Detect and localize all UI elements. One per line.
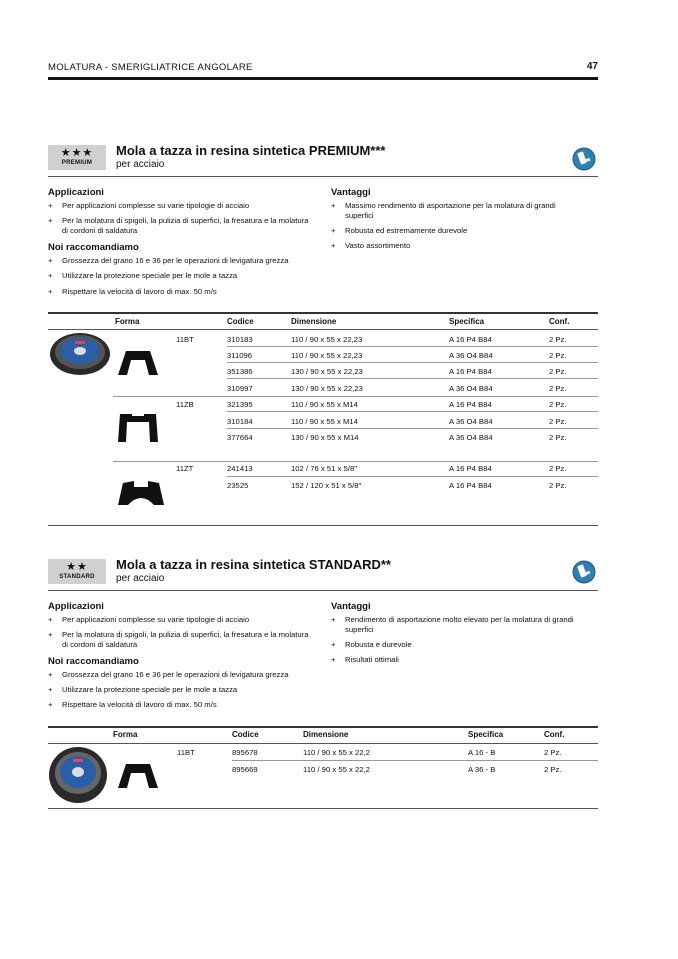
header-rule	[48, 77, 598, 80]
dimensione-cell: 110 / 90 x 55 x 22,2	[303, 765, 370, 774]
table-top-rule	[48, 312, 598, 314]
codice-cell: 310997	[227, 384, 253, 393]
specifica-cell: A 16 - B	[468, 748, 496, 757]
page-number: 47	[586, 61, 598, 72]
advantages-heading: Vantaggi	[331, 601, 371, 612]
application-item-cont: di cordoni di saldatura	[62, 640, 138, 649]
group-divider	[113, 461, 598, 462]
stars-icon: ★★★	[60, 147, 94, 159]
row-divider	[227, 428, 598, 429]
specifica-cell: A 16 P4 B84	[449, 367, 492, 376]
col-forma: Forma	[115, 317, 140, 326]
application-item: + Per applicazioni complesse su varie tipologie di acciaio	[48, 201, 250, 210]
standard-badge	[48, 559, 106, 584]
col-specifica: Specifica	[468, 730, 504, 739]
application-item-cont: di cordoni di saldatura	[62, 226, 138, 235]
codice-cell: 310183	[227, 335, 253, 344]
recommend-heading: Noi raccomandiamo	[48, 242, 139, 253]
premium-badge	[48, 145, 106, 170]
row-divider	[227, 411, 598, 412]
application-item: + Per la molatura di spigoli, la pulizia di superfici, la fresatura e la molatura	[48, 216, 309, 225]
dimensione-cell: 110 / 90 x 55 x 22,23	[291, 351, 363, 360]
recommend-heading: Noi raccomandiamo	[48, 656, 139, 667]
conf-cell: 2 Pz.	[549, 481, 567, 490]
advantage-item: + Vasto assortimento	[331, 241, 411, 250]
shape-label: 11BT	[176, 335, 194, 344]
codice-cell: 895669	[232, 765, 258, 774]
codice-cell: 23525	[227, 481, 249, 490]
conf-cell: 2 Pz.	[544, 748, 562, 757]
row-divider	[227, 346, 598, 347]
product-title: Mola a tazza in resina sintetica PREMIUM***	[116, 143, 386, 158]
table-top-rule	[48, 726, 598, 728]
badge-label: STANDARD	[59, 574, 95, 580]
codice-cell: 310184	[227, 417, 253, 426]
row-divider	[227, 362, 598, 363]
col-dimensione: Dimensione	[303, 730, 349, 739]
shape-label: 11BT	[177, 748, 195, 757]
conf-cell: 2 Pz.	[549, 400, 567, 409]
profile-11bt-icon	[118, 762, 158, 788]
advantages-heading: Vantaggi	[331, 187, 371, 198]
dimensione-cell: 152 / 120 x 51 x 5/8"	[291, 481, 362, 490]
row-divider	[227, 378, 598, 379]
recommend-item: + Utilizzare la protezione speciale per le mole a tazza	[48, 271, 238, 280]
conf-cell: 2 Pz.	[549, 433, 567, 442]
cup-wheel-image	[48, 746, 108, 804]
recommend-item: + Utilizzare la protezione speciale per le mole a tazza	[48, 685, 238, 694]
conf-cell: 2 Pz.	[549, 384, 567, 393]
application-item: + Per applicazioni complesse su varie tipologie di acciaio	[48, 615, 250, 624]
shape-label: 11ZB	[176, 400, 194, 409]
shape-label: 11ZT	[176, 464, 194, 473]
codice-cell: 351386	[227, 367, 253, 376]
advantage-item-cont: superfici	[345, 211, 374, 220]
recommend-item: + Rispettare la velocità di lavoro di max. 50 m/s	[48, 700, 217, 709]
recommend-item: + Grossezza del grano 16 e 36 per le operazioni di levigatura grezza	[48, 670, 289, 679]
conf-cell: 2 Pz.	[549, 464, 567, 473]
application-item: + Per la molatura di spigoli, la pulizia di superfici, la fresatura e la molatura	[48, 630, 309, 639]
profile-11zb-icon	[118, 412, 158, 442]
recommend-item: + Rispettare la velocità di lavoro di max. 50 m/s	[48, 287, 217, 296]
col-forma: Forma	[113, 730, 138, 739]
applications-heading: Applicazioni	[48, 187, 104, 198]
application-angle-grinder-icon	[572, 560, 596, 584]
conf-cell: 2 Pz.	[549, 351, 567, 360]
conf-cell: 2 Pz.	[549, 335, 567, 344]
profile-11bt-icon	[118, 349, 158, 375]
conf-cell: 2 Pz.	[544, 765, 562, 774]
advantage-item: + Risultati ottimali	[331, 655, 399, 664]
table-header-rule	[48, 743, 598, 744]
codice-cell: 377664	[227, 433, 253, 442]
dimensione-cell: 110 / 90 x 55 x M14	[291, 400, 358, 409]
table-header-rule	[48, 329, 598, 330]
col-codice: Codice	[232, 730, 259, 739]
dimensione-cell: 130 / 90 x 55 x M14	[291, 433, 359, 442]
badge-label: PREMIUM	[61, 160, 93, 166]
product-subtitle: per acciaio	[116, 159, 165, 170]
advantage-item: + Robusta e durevole	[331, 640, 412, 649]
application-angle-grinder-icon	[572, 147, 596, 171]
col-specifica: Specifica	[449, 317, 485, 326]
dimensione-cell: 110 / 90 x 55 x M14	[291, 417, 358, 426]
specifica-cell: A 36 - B	[468, 765, 496, 774]
recommend-item: + Grossezza del grano 16 e 36 per le operazioni di levigatura grezza	[48, 256, 289, 265]
row-divider	[227, 476, 598, 477]
specifica-cell: A 36 O4 B84	[449, 433, 493, 442]
advantage-item: + Massimo rendimento di asportazione per la molatura di grandi	[331, 201, 556, 210]
dimensione-cell: 102 / 76 x 51 x 5/8"	[291, 464, 357, 473]
row-divider	[232, 760, 598, 761]
dimensione-cell: 110 / 90 x 55 x 22,2	[303, 748, 370, 757]
section-rule	[48, 590, 598, 591]
specifica-cell: A 36 O4 B84	[449, 384, 493, 393]
codice-cell: 321395	[227, 400, 253, 409]
specifica-cell: A 36 O4 B84	[449, 417, 493, 426]
stars-icon: ★★	[66, 561, 88, 573]
product-subtitle: per acciaio	[116, 573, 165, 584]
profile-11zt-icon	[118, 479, 164, 505]
specifica-cell: A 16 P4 B84	[449, 481, 492, 490]
section-rule	[48, 176, 598, 177]
col-codice: Codice	[227, 317, 254, 326]
col-conf: Conf.	[549, 317, 570, 326]
specifica-cell: A 16 P4 B84	[449, 400, 492, 409]
dimensione-cell: 110 / 90 x 55 x 22,23	[291, 335, 363, 344]
specifica-cell: A 36 O4 B84	[449, 351, 493, 360]
advantage-item: + Rendimento di asportazione molto elevato per la molatura di grandi	[331, 615, 574, 624]
running-header: MOLATURA - SMERIGLIATRICE ANGOLARE	[48, 62, 253, 73]
col-conf: Conf.	[544, 730, 565, 739]
conf-cell: 2 Pz.	[549, 367, 567, 376]
dimensione-cell: 130 / 90 x 55 x 22,23	[291, 367, 363, 376]
codice-cell: 895678	[232, 748, 258, 757]
product-title: Mola a tazza in resina sintetica STANDARD**	[116, 557, 391, 572]
codice-cell: 241413	[227, 464, 253, 473]
conf-cell: 2 Pz.	[549, 417, 567, 426]
cup-wheel-image	[49, 332, 111, 376]
table-bottom-rule	[48, 525, 598, 526]
table-bottom-rule	[48, 808, 598, 809]
applications-heading: Applicazioni	[48, 601, 104, 612]
group-divider	[113, 396, 598, 397]
codice-cell: 311096	[227, 351, 253, 360]
col-dimensione: Dimensione	[291, 317, 337, 326]
advantage-item-cont: superfici	[345, 625, 374, 634]
specifica-cell: A 16 P4 B84	[449, 335, 492, 344]
specifica-cell: A 16 P4 B84	[449, 464, 492, 473]
advantage-item: + Robusta ed estremamente durevole	[331, 226, 468, 235]
dimensione-cell: 130 / 90 x 55 x 22,23	[291, 384, 363, 393]
